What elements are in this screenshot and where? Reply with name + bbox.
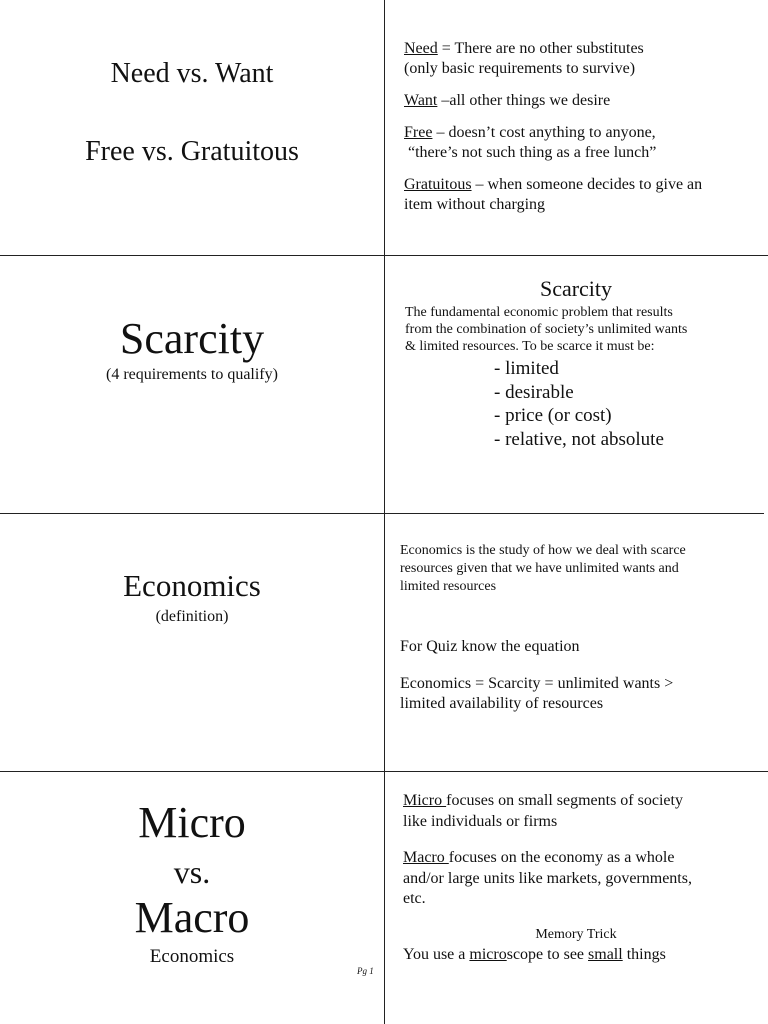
gratuitous-definition-2: item without charging xyxy=(404,196,546,213)
card2-front-subtitle: (4 requirements to qualify) xyxy=(106,366,278,383)
small-emphasis: small xyxy=(588,946,623,963)
list-item: - desirable xyxy=(494,381,574,403)
card3-front-subtitle: (definition) xyxy=(155,608,229,625)
need-definition-2: (only basic requirements to survive) xyxy=(404,60,636,77)
need-definition: Need = There are no other substitutes xyxy=(404,40,644,57)
card4-back-micro: Micro focuses on small segments of society like individuals or firms xyxy=(403,792,683,830)
card1-front-line1: Need vs. Want xyxy=(110,58,274,89)
gratuitous-term: Gratuitous xyxy=(404,176,472,193)
card4-back-macro: Macro focuses on the economy as a whole and/or large units like markets, governments, etc. xyxy=(403,849,692,907)
card4-front-vs: vs. xyxy=(173,854,211,890)
row-divider-1 xyxy=(0,255,768,256)
list-item: - limited xyxy=(494,358,559,379)
memory-trick-text: You use a microscope to see small things xyxy=(403,946,666,963)
want-definition: Want –all other things we desire xyxy=(404,92,611,109)
gratuitous-definition: Gratuitous – when someone decides to give an xyxy=(404,176,703,193)
free-definition-2: “there’s not such thing as a free lunch” xyxy=(408,144,657,161)
need-term: Need xyxy=(404,40,438,57)
card2-back-heading: Scarcity xyxy=(539,276,613,301)
scarcity-requirements-list xyxy=(494,357,754,451)
card3-back-quiz: For Quiz know the equation xyxy=(400,638,580,655)
card3-front-title: Economics xyxy=(123,568,261,603)
card4-front-micro: Micro xyxy=(138,798,246,847)
page-number: Pg 1 xyxy=(357,966,374,976)
want-term: Want xyxy=(404,92,438,109)
row-divider-2 xyxy=(0,513,764,514)
free-definition: Free – doesn’t cost anything to anyone, xyxy=(404,124,656,141)
micro-emphasis: micro xyxy=(469,946,507,963)
card1-front-line2: Free vs. Gratuitous xyxy=(85,136,299,167)
card3-back-equation: Economics = Scarcity = unlimited wants > limited availability of resources xyxy=(400,675,674,712)
memory-trick-label: Memory Trick xyxy=(535,927,617,942)
list-item: - price (or cost) xyxy=(494,405,612,426)
free-term: Free xyxy=(404,124,433,141)
macro-term: Macro xyxy=(403,849,449,866)
card2-front-title: Scarcity xyxy=(119,314,265,363)
list-item: - relative, not absolute xyxy=(494,428,664,450)
card4-front-economics: Economics xyxy=(149,946,235,967)
micro-term: Micro xyxy=(403,792,447,809)
card3-back-definition: Economics is the study of how we deal with scarce resources given that we have unlimited wants and limited resources xyxy=(400,543,686,594)
card2-back-definition: The fundamental economic problem that results from the combination of society’s unlimited wants & limited resources. To be scarce it must be: xyxy=(405,305,688,354)
center-divider xyxy=(384,0,385,1024)
card4-front-macro: Macro xyxy=(134,893,250,942)
card1-back xyxy=(404,39,754,215)
row-divider-3 xyxy=(0,771,768,772)
